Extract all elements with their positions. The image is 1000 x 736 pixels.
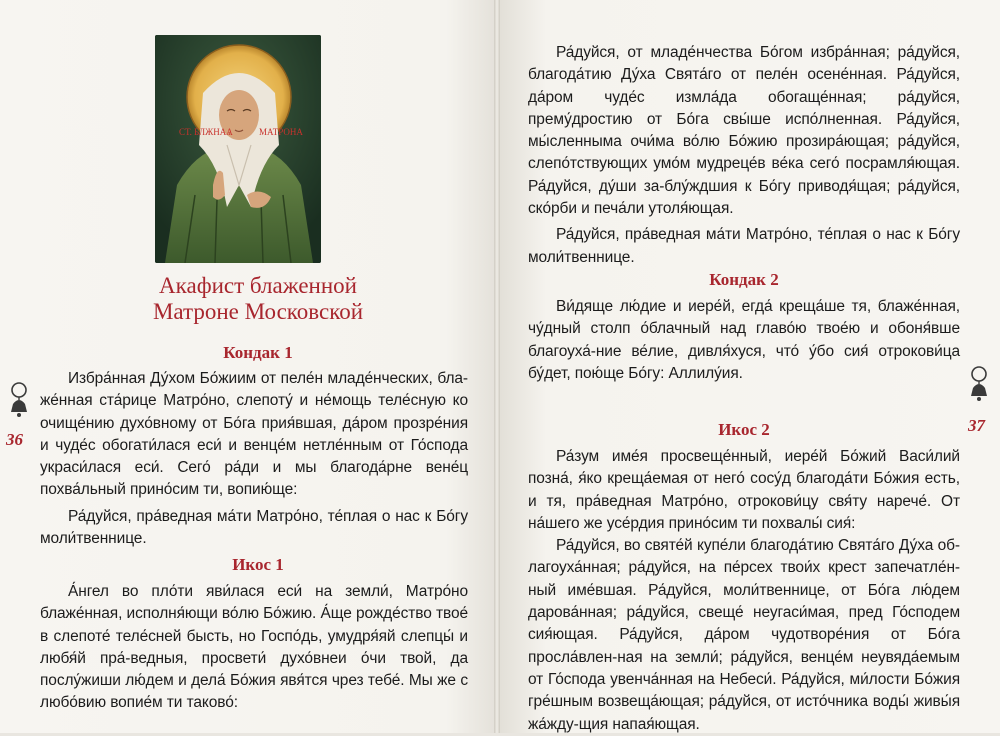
page-number-right: 37 [968,416,985,435]
ikos-1-salutations: Ра́дуйся, от младе́нчества Бо́гом избра́нная; ра́дуйся, благода́тию Ду́ха Свята́го от пеле́н осене́нная. Ра́дуйся, да́ром чуде́с измла́да обогаще́нная; ра́дуйся, прему́дростию от Бо́га свы́ше испо́лненная. Ра́дуйся, мы́сленныма очи́ма во́лю Бо́жию прозира́ющая; ра́дуйся, слепо́тствующих умо́м мудреце́в ве́ка сего́ посрамля́ющая. Ра́дуйся, ду́ши за-блу́ждшия к Бо́гу приводя́щая; ра́дуйся, ско́рби и печа́ли утоля́ющая. [528,44,960,218]
left-page [0,0,496,733]
bell-marker-icon [6,380,32,422]
kondak-2-text [528,296,960,385]
saint-icon-drawing [155,35,321,263]
book-gutter [494,0,500,733]
ikos-1-continuation-text [528,42,960,269]
saint-icon-image [155,35,321,263]
page-title-line-2: Матроне Московской [152,299,364,324]
kondak-2-paragraph: Ви́дяще лю́дие и иере́й, егда́ креща́ше тя, блаже́нная, чу́дный столп о́блачный над главо́ю твое́ю и обоня́вше благоуха́-ние ве́лие, дивля́хуся, что́ у́бо сия́ отрокови́ца бу́дет, пою́ще Бо́гу: Аллилу́ия. [528,298,960,382]
bell-marker-icon [966,364,992,406]
ikos-1-heading: Икос 1 [232,555,284,574]
page-title-line-1: Акафист блаженной [159,273,357,298]
icon-inscription-left: СТ. БЛЖНАѦ [179,127,233,137]
right-page [496,0,1000,733]
ikos-2-paragraph: Ра́зум име́я просвеще́нный, иере́й Бо́жий Васи́лий позна́, я́ко креща́емая от него́ сосу́д благода́ти Бо́жия есть, и тя, пра́ведная Матро́но, отрокови́цу свя́ту нарече́. От на́шего же усе́рдия прино́сим ти похвалы́ сия́: [528,448,960,532]
kondak-2-heading: Кондак 2 [709,270,779,289]
kondak-1-paragraph: Избра́нная Ду́хом Бо́жиим от пеле́н младе́нческих, бла-же́нная ста́рице Матро́но, слепоту́ и не́мощь теле́сную ко очище́нию духо́вному от Бо́га прия́вшая, да́ром прозре́ния и чуде́с обогати́лася еси́ и венце́м нетле́нным от Го́спода украси́лася еси́. Сего́ ра́ди и мы благода́рне вене́ц похва́льный прино́сим ти, вопию́ще: [40,370,468,499]
ikos-2-heading: Икос 2 [718,420,770,439]
icon-inscription-right: МАТРОНА [259,127,303,137]
kondak-1-text [40,368,468,550]
ikos-2-text [528,446,960,736]
kondak-1-refrain: Ра́дуйся, пра́ведная ма́ти Матро́но, те́плая о нас к Бо́гу моли́твеннице. [40,507,468,548]
ikos-1-refrain: Ра́дуйся, пра́ведная ма́ти Матро́но, те́плая о нас к Бо́гу моли́твеннице. [528,226,960,266]
kondak-1-heading: Кондак 1 [223,343,293,362]
ikos-2-salutations: Ра́дуйся, во святе́й купе́ли благода́тию Свята́го Ду́ха об-лагоуха́нная; ра́дуйся, на пе́рсех твои́х крест запечатле́н-ный име́вшая. Ра́дуйся, моли́твеннице, от Бо́га лю́дем дарова́нная; ра́дуйся, свеще́ неугаси́мая, пред Го́сподем сия́ющая. Ра́дуйся, да́ром чудотворе́ния от Бо́га просла́влен-ная на земли́; ра́дуйся, венце́м неувяда́емым от Го́спода увенча́нная на Небеси́. Ра́дуйся, ми́лости Бо́жия гре́шным возвеща́ющая; ра́дуйся, от исто́чника воды́ живы́я жа́жду-щия напая́ющая. [528,537,960,733]
ikos-1-text [40,581,468,715]
ikos-1-paragraph: А́нгел во пло́ти яви́лася еси́ на земли́, Матро́но блаже́нная, исполня́ющи во́лю Бо́жию. А́ще рожде́ство твое́ в слепоте́ теле́сней бысть, но Госпо́дь, умудря́яй слепцы́ и любя́й пра́-ведныя, просвети́ духо́внеи о́чи твой, да послу́жиши лю́дем и дела́ Бо́жия явя́тся чрез тебе́. Мы же с любо́вию вопие́м ти таково́: [40,583,468,712]
page-number-left: 36 [6,430,23,449]
